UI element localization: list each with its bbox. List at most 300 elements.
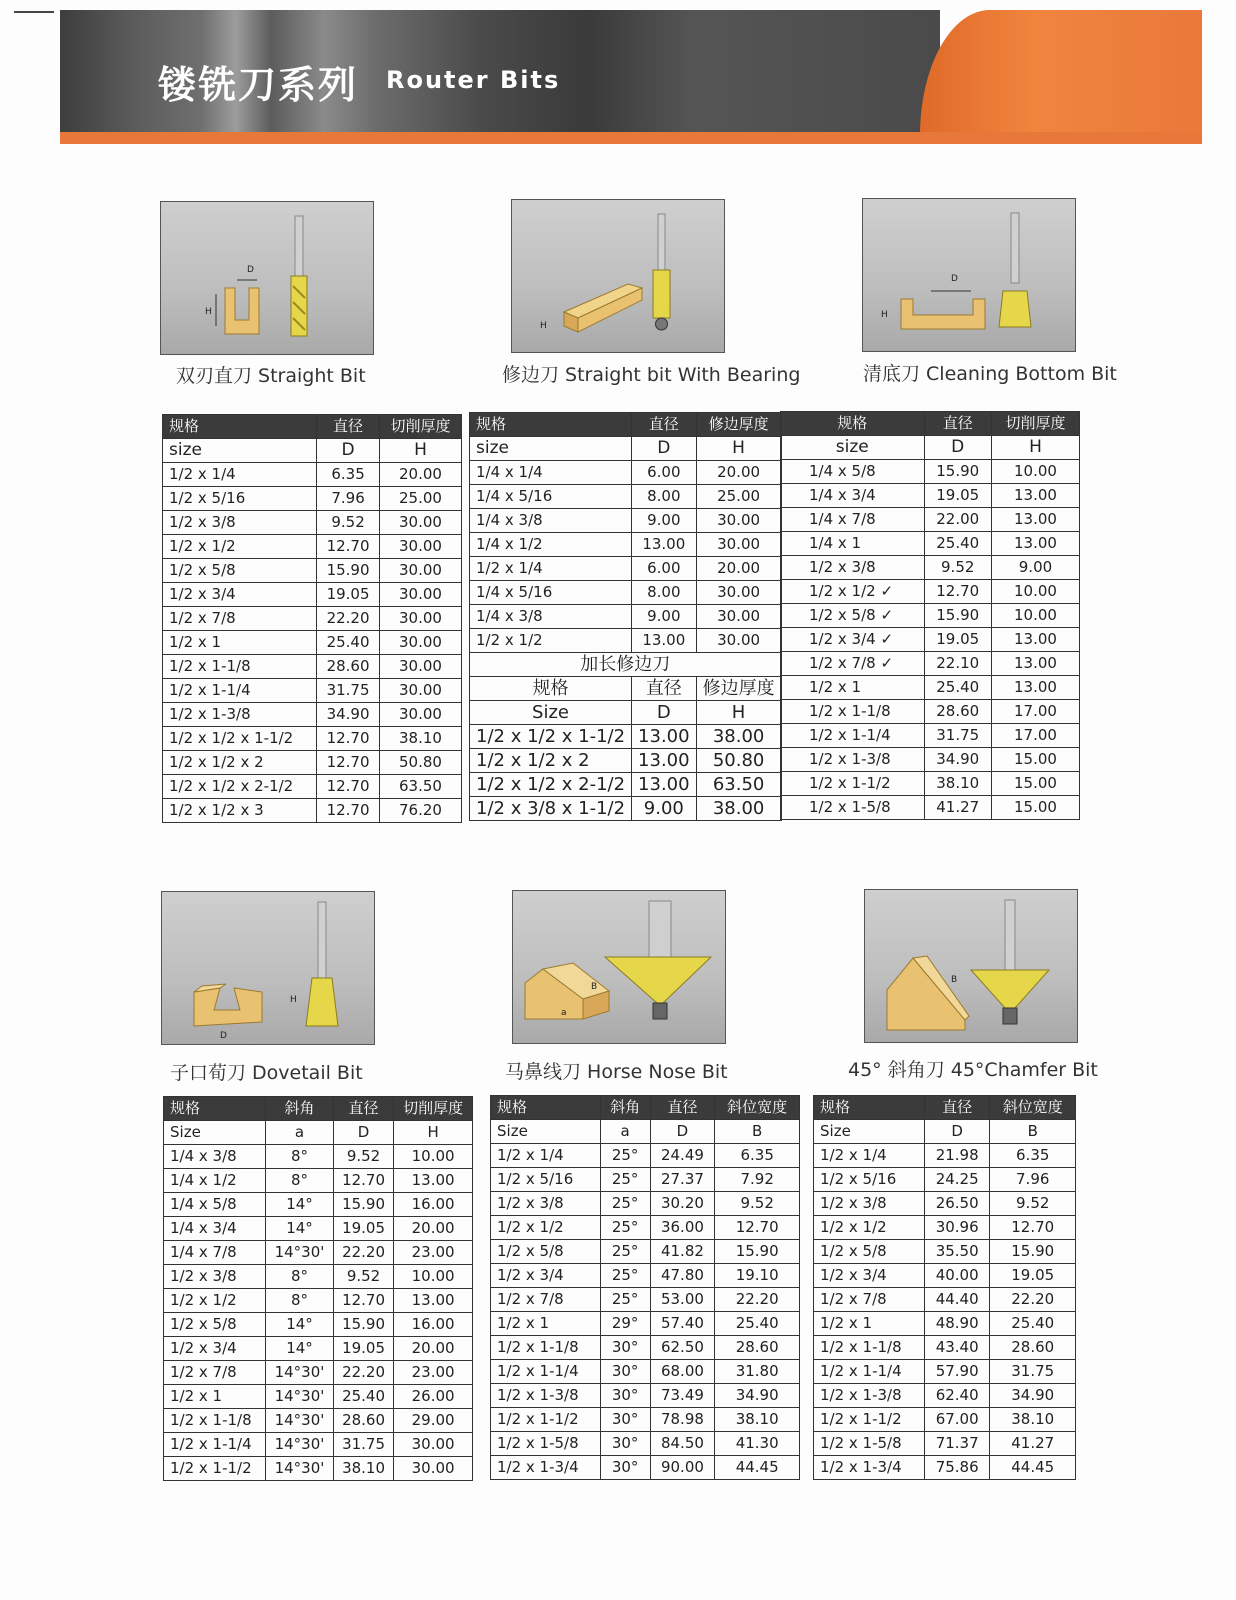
table-cell: 1/4 x 5/16 [470, 485, 632, 509]
table-cell: 14°30' [266, 1409, 334, 1433]
table-cell: 6.35 [317, 463, 380, 487]
table-cell: 1/2 x 1-3/8 [814, 1384, 925, 1408]
table-cell: 14°30' [266, 1361, 334, 1385]
table-cell: 20.00 [394, 1217, 473, 1241]
table-row [164, 1169, 473, 1193]
table-row [814, 1264, 1076, 1288]
table-cell: 1/2 x 5/16 [163, 487, 317, 511]
table-row [491, 1336, 800, 1360]
svg-text:H: H [205, 307, 212, 317]
table-row [163, 727, 462, 751]
table-cell: 22.20 [317, 607, 380, 631]
table-cell: 34.90 [715, 1384, 800, 1408]
table-row [781, 580, 1080, 604]
table-cell: 31.75 [317, 679, 380, 703]
table-cell: 24.49 [650, 1144, 715, 1168]
table-row [163, 559, 462, 583]
extended-section-title: 加长修边刀 [470, 653, 782, 677]
table-cell: 1/2 x 1-1/8 [163, 655, 317, 679]
table-cell: 30.00 [696, 509, 781, 533]
table-cell: 9.00 [632, 797, 697, 821]
table-cell: 1/2 x 5/8 [163, 559, 317, 583]
header-banner [60, 10, 1202, 144]
table-subheader-row: Size D B [814, 1120, 1076, 1144]
banner-strip [60, 132, 1202, 144]
table-header-row: 规格 直径 切削厚度 [781, 412, 1080, 436]
table-cell: 1/4 x 3/8 [470, 605, 632, 629]
table-cell: 34.90 [990, 1384, 1076, 1408]
table-cell: 14°30' [266, 1457, 334, 1481]
table-cell: 9.52 [317, 511, 380, 535]
table-cell: 9.52 [715, 1192, 800, 1216]
table-cell: 17.00 [991, 724, 1079, 748]
table-cell: 27.37 [650, 1168, 715, 1192]
table-header-row: 规格 直径 切削厚度 [163, 415, 462, 439]
table-cell: 7.92 [715, 1168, 800, 1192]
table-cell: 1/2 x 1/2 x 3 [163, 799, 317, 823]
table-cell: 12.70 [715, 1216, 800, 1240]
table-cell: 1/2 x 1-1/8 [164, 1409, 266, 1433]
table-cell: 75.86 [924, 1456, 990, 1480]
table-cell: 1/2 x 5/8 [814, 1240, 925, 1264]
table-cell: 12.70 [924, 580, 991, 604]
table-cell: 30° [600, 1456, 650, 1480]
table-cell: 1/2 x 1/2 [470, 629, 632, 653]
svg-text:a: a [561, 1008, 567, 1018]
svg-text:D: D [951, 274, 958, 284]
table-row [164, 1361, 473, 1385]
table-row [164, 1265, 473, 1289]
table-cell: 1/2 x 1 [164, 1385, 266, 1409]
table-row [491, 1384, 800, 1408]
table-cell: 6.35 [990, 1144, 1076, 1168]
table-cell: 14°30' [266, 1433, 334, 1457]
table-cell: 1/2 x 1-3/8 [491, 1384, 601, 1408]
table-cell: 13.00 [632, 749, 697, 773]
extended-header-row: 规格 直径 修边厚度 [470, 677, 782, 701]
table-cell: 38.10 [333, 1457, 393, 1481]
table-cell: 63.50 [696, 773, 781, 797]
table-cell: 30.00 [379, 655, 461, 679]
table-cell: 6.35 [715, 1144, 800, 1168]
table-cell: 8° [266, 1145, 334, 1169]
table-cell: 13.00 [632, 773, 697, 797]
dovetail-bit-image [161, 891, 375, 1045]
table-cell: 8° [266, 1265, 334, 1289]
table-cell: 48.90 [924, 1312, 990, 1336]
table-cell: 13.00 [991, 628, 1079, 652]
table-cell: 1/2 x 1-1/8 [814, 1336, 925, 1360]
table-cell: 14° [266, 1313, 334, 1337]
table-cell: 15.00 [991, 796, 1079, 820]
table-cell: 24.25 [924, 1168, 990, 1192]
table-row [814, 1288, 1076, 1312]
table-cell: 25.40 [924, 676, 991, 700]
table-cell: 1/2 x 1/2 ✓ [781, 580, 925, 604]
table-cell: 44.45 [715, 1456, 800, 1480]
table-row [164, 1337, 473, 1361]
page-title-en: Router Bits [386, 66, 561, 94]
table-cell: 1/2 x 7/8 [491, 1288, 601, 1312]
table-row [470, 773, 782, 797]
table-cell: 1/4 x 7/8 [164, 1241, 266, 1265]
table-cell: 1/2 x 3/8 [814, 1192, 925, 1216]
table-cell: 1/2 x 1/2 x 2-1/2 [470, 773, 632, 797]
caption-dovetail-bit: 子口荀刀 Dovetail Bit [170, 1062, 363, 1084]
table-cell: 38.10 [379, 727, 461, 751]
table-cell: 1/4 x 1/2 [470, 533, 632, 557]
table-cell: 31.75 [333, 1433, 393, 1457]
table-row [470, 797, 782, 821]
table-cell: 1/2 x 1-1/4 [814, 1360, 925, 1384]
table-row [814, 1336, 1076, 1360]
table-cell: 38.10 [715, 1408, 800, 1432]
table-row [164, 1145, 473, 1169]
table-cell: 1/4 x 1/4 [470, 461, 632, 485]
caption-chamfer-bit: 45° 斜角刀 45°Chamfer Bit [848, 1059, 1098, 1081]
table-cell: 13.00 [632, 533, 697, 557]
svg-text:H: H [290, 995, 297, 1005]
caption-horse-nose-bit: 马鼻线刀 Horse Nose Bit [505, 1061, 728, 1083]
table-cell: 31.75 [990, 1360, 1076, 1384]
table-cell: 1/2 x 1-3/4 [814, 1456, 925, 1480]
table-cell: 25.40 [715, 1312, 800, 1336]
chamfer-bit-table [813, 1095, 1076, 1480]
table-cell: 9.00 [632, 605, 697, 629]
table-row [781, 748, 1080, 772]
table-cell: 1/2 x 1/2 [164, 1289, 266, 1313]
table-cell: 1/4 x 3/8 [470, 509, 632, 533]
table-row [163, 751, 462, 775]
table-row [814, 1312, 1076, 1336]
corner-line [14, 11, 54, 13]
table-row [164, 1289, 473, 1313]
table-cell: 25° [600, 1216, 650, 1240]
table-cell: 1/4 x 1 [781, 532, 925, 556]
svg-text:H: H [881, 310, 888, 320]
table-cell: 30° [600, 1360, 650, 1384]
table-row [164, 1385, 473, 1409]
table-row [163, 463, 462, 487]
table-cell: 28.60 [333, 1409, 393, 1433]
table-cell: 22.20 [990, 1288, 1076, 1312]
table-row [163, 655, 462, 679]
table-cell: 16.00 [394, 1313, 473, 1337]
table-cell: 1/2 x 1/2 [814, 1216, 925, 1240]
table-cell: 14°30' [266, 1385, 334, 1409]
table-cell: 14° [266, 1193, 334, 1217]
table-cell: 25° [600, 1288, 650, 1312]
table-cell: 84.50 [650, 1432, 715, 1456]
table-cell: 57.90 [924, 1360, 990, 1384]
table-cell: 67.00 [924, 1408, 990, 1432]
table-row [163, 703, 462, 727]
table-row [163, 583, 462, 607]
table-cell: 1/2 x 1/2 x 2 [163, 751, 317, 775]
table-cell: 13.00 [991, 508, 1079, 532]
table-cell: 35.50 [924, 1240, 990, 1264]
table-row [491, 1240, 800, 1264]
table-cell: 1/2 x 1/4 [163, 463, 317, 487]
table-cell: 8.00 [632, 485, 697, 509]
table-cell: 43.40 [924, 1336, 990, 1360]
table-row [470, 749, 782, 773]
table-cell: 9.52 [333, 1145, 393, 1169]
table-cell: 10.00 [991, 460, 1079, 484]
table-subheader-row: size D H [470, 437, 782, 461]
table-header-row: 规格 直径 斜位宽度 [814, 1096, 1076, 1120]
table-cell: 12.70 [990, 1216, 1076, 1240]
table-row [163, 799, 462, 823]
table-header-row: 规格 直径 修边厚度 [470, 413, 782, 437]
table-cell: 15.00 [991, 772, 1079, 796]
horse-nose-bit-image [512, 890, 726, 1044]
table-cell: 22.20 [715, 1288, 800, 1312]
extended-section-title-row [470, 653, 782, 677]
table-row [164, 1241, 473, 1265]
table-row [163, 775, 462, 799]
table-cell: 29° [600, 1312, 650, 1336]
table-cell: 1/2 x 3/8 [491, 1192, 601, 1216]
table-cell: 1/2 x 1 [781, 676, 925, 700]
table-row [470, 557, 782, 581]
svg-text:D: D [220, 1031, 227, 1041]
table-row [814, 1408, 1076, 1432]
table-cell: 12.70 [317, 535, 380, 559]
table-cell: 20.00 [696, 461, 781, 485]
table-cell: 1/2 x 5/8 [491, 1240, 601, 1264]
table-row [781, 652, 1080, 676]
table-cell: 1/2 x 1-3/8 [781, 748, 925, 772]
table-cell: 1/2 x 1-5/8 [781, 796, 925, 820]
table-cell: 15.90 [924, 460, 991, 484]
table-cell: 22.10 [924, 652, 991, 676]
table-cell: 12.70 [333, 1289, 393, 1313]
table-row [781, 460, 1080, 484]
table-cell: 68.00 [650, 1360, 715, 1384]
table-cell: 1/2 x 1 [814, 1312, 925, 1336]
table-cell: 1/2 x 7/8 ✓ [781, 652, 925, 676]
table-cell: 1/2 x 1/2 x 1-1/2 [163, 727, 317, 751]
table-row [163, 631, 462, 655]
table-cell: 1/2 x 3/4 [814, 1264, 925, 1288]
table-cell: 1/2 x 1/2 x 2 [470, 749, 632, 773]
table-cell: 15.90 [924, 604, 991, 628]
table-cell: 30.00 [379, 559, 461, 583]
table-cell: 50.80 [696, 749, 781, 773]
table-cell: 15.90 [333, 1193, 393, 1217]
table-cell: 22.00 [924, 508, 991, 532]
table-cell: 8° [266, 1289, 334, 1313]
chamfer-bit-image [864, 889, 1078, 1043]
table-row [781, 484, 1080, 508]
table-cell: 7.96 [990, 1168, 1076, 1192]
table-cell: 25.40 [990, 1312, 1076, 1336]
table-row [781, 700, 1080, 724]
table-cell: 44.45 [990, 1456, 1076, 1480]
table-cell: 34.90 [317, 703, 380, 727]
table-cell: 25.40 [317, 631, 380, 655]
table-row [470, 533, 782, 557]
table-cell: 1/4 x 3/4 [781, 484, 925, 508]
table-cell: 6.00 [632, 461, 697, 485]
table-row [163, 679, 462, 703]
table-cell: 1/4 x 7/8 [781, 508, 925, 532]
table-cell: 30.00 [696, 581, 781, 605]
table-cell: 28.60 [990, 1336, 1076, 1360]
table-subheader-row: size D H [163, 439, 462, 463]
table-cell: 1/2 x 1-1/4 [164, 1433, 266, 1457]
table-cell: 7.96 [317, 487, 380, 511]
table-cell: 25.00 [379, 487, 461, 511]
table-cell: 71.37 [924, 1432, 990, 1456]
table-cell: 25.00 [696, 485, 781, 509]
svg-text:B: B [591, 982, 598, 992]
bearing-bit-table [469, 412, 782, 821]
table-row [491, 1264, 800, 1288]
table-cell: 19.05 [333, 1217, 393, 1241]
table-cell: 1/2 x 3/4 [163, 583, 317, 607]
table-cell: 44.40 [924, 1288, 990, 1312]
table-cell: 28.60 [924, 700, 991, 724]
table-cell: 26.50 [924, 1192, 990, 1216]
table-row [781, 676, 1080, 700]
table-cell: 25° [600, 1144, 650, 1168]
table-cell: 1/2 x 1-1/2 [814, 1408, 925, 1432]
table-cell: 19.10 [715, 1264, 800, 1288]
table-row [164, 1409, 473, 1433]
table-cell: 14° [266, 1217, 334, 1241]
table-cell: 1/4 x 5/8 [781, 460, 925, 484]
table-cell: 30.00 [696, 533, 781, 557]
table-cell: 1/2 x 1-1/8 [781, 700, 925, 724]
table-cell: 17.00 [991, 700, 1079, 724]
table-row [814, 1456, 1076, 1480]
table-row [470, 725, 782, 749]
table-cell: 1/2 x 3/4 [164, 1337, 266, 1361]
straight-bit-table [162, 414, 462, 823]
table-cell: 1/2 x 1-5/8 [491, 1432, 601, 1456]
table-cell: 1/2 x 5/8 [164, 1313, 266, 1337]
table-cell: 19.05 [990, 1264, 1076, 1288]
table-cell: 1/2 x 1-1/2 [781, 772, 925, 796]
table-row [814, 1240, 1076, 1264]
table-row [491, 1144, 800, 1168]
table-cell: 1/4 x 3/4 [164, 1217, 266, 1241]
table-row [164, 1313, 473, 1337]
table-row [814, 1168, 1076, 1192]
table-cell: 19.05 [333, 1337, 393, 1361]
table-cell: 57.40 [650, 1312, 715, 1336]
table-header-row: 规格 斜角 直径 切削厚度 [164, 1097, 473, 1121]
table-cell: 63.50 [379, 775, 461, 799]
table-cell: 30.00 [394, 1457, 473, 1481]
table-cell: 41.82 [650, 1240, 715, 1264]
table-cell: 78.98 [650, 1408, 715, 1432]
table-cell: 10.00 [394, 1145, 473, 1169]
table-cell: 13.00 [991, 484, 1079, 508]
table-row [491, 1288, 800, 1312]
table-cell: 15.90 [317, 559, 380, 583]
table-cell: 53.00 [650, 1288, 715, 1312]
table-row [781, 508, 1080, 532]
table-cell: 25° [600, 1240, 650, 1264]
table-row [163, 511, 462, 535]
table-cell: 1/2 x 3/4 [491, 1264, 601, 1288]
table-cell: 30.00 [696, 629, 781, 653]
table-cell: 30.00 [696, 605, 781, 629]
table-row [164, 1457, 473, 1481]
table-row [163, 607, 462, 631]
table-cell: 10.00 [991, 604, 1079, 628]
table-cell: 30.00 [394, 1433, 473, 1457]
caption-straight-bit: 双刃直刀 Straight Bit [176, 365, 366, 387]
svg-text:D: D [247, 265, 254, 275]
table-cell: 47.80 [650, 1264, 715, 1288]
table-cell: 30.00 [379, 607, 461, 631]
table-cell: 1/2 x 7/8 [814, 1288, 925, 1312]
table-cell: 1/4 x 5/16 [470, 581, 632, 605]
table-row [164, 1433, 473, 1457]
table-row [163, 487, 462, 511]
table-cell: 1/2 x 1/4 [470, 557, 632, 581]
table-cell: 1/2 x 5/16 [491, 1168, 601, 1192]
table-cell: 1/2 x 1-1/2 [491, 1408, 601, 1432]
table-cell: 12.70 [317, 775, 380, 799]
table-cell: 19.05 [924, 484, 991, 508]
table-cell: 30° [600, 1336, 650, 1360]
horse-nose-bit-table [490, 1095, 800, 1480]
table-cell: 12.70 [333, 1169, 393, 1193]
table-cell: 1/2 x 1-3/8 [163, 703, 317, 727]
table-cell: 1/2 x 3/4 ✓ [781, 628, 925, 652]
table-cell: 1/2 x 3/8 [781, 556, 925, 580]
table-cell: 8.00 [632, 581, 697, 605]
table-cell: 13.00 [632, 629, 697, 653]
table-cell: 36.00 [650, 1216, 715, 1240]
table-cell: 13.00 [394, 1289, 473, 1313]
table-row [781, 532, 1080, 556]
table-subheader-row: Size a D B [491, 1120, 800, 1144]
table-cell: 30.00 [379, 679, 461, 703]
table-cell: 14° [266, 1337, 334, 1361]
table-cell: 12.70 [317, 751, 380, 775]
table-cell: 13.00 [991, 652, 1079, 676]
table-cell: 1/2 x 1-5/8 [814, 1432, 925, 1456]
table-cell: 15.00 [991, 748, 1079, 772]
table-cell: 13.00 [991, 532, 1079, 556]
table-cell: 1/2 x 1 [491, 1312, 601, 1336]
table-cell: 30.96 [924, 1216, 990, 1240]
table-cell: 30.00 [379, 703, 461, 727]
svg-text:B: B [951, 975, 958, 985]
table-cell: 25° [600, 1192, 650, 1216]
table-cell: 30° [600, 1384, 650, 1408]
table-row [491, 1192, 800, 1216]
table-cell: 1/2 x 1/2 x 2-1/2 [163, 775, 317, 799]
table-cell: 41.27 [924, 796, 991, 820]
table-row [163, 535, 462, 559]
straight-bit-image [160, 201, 374, 355]
table-cell: 9.52 [333, 1265, 393, 1289]
table-cell: 73.49 [650, 1384, 715, 1408]
table-cell: 25° [600, 1168, 650, 1192]
table-cell: 14°30' [266, 1241, 334, 1265]
svg-text:H: H [540, 321, 547, 331]
table-cell: 25.40 [333, 1385, 393, 1409]
table-cell: 22.20 [333, 1361, 393, 1385]
table-row [781, 628, 1080, 652]
